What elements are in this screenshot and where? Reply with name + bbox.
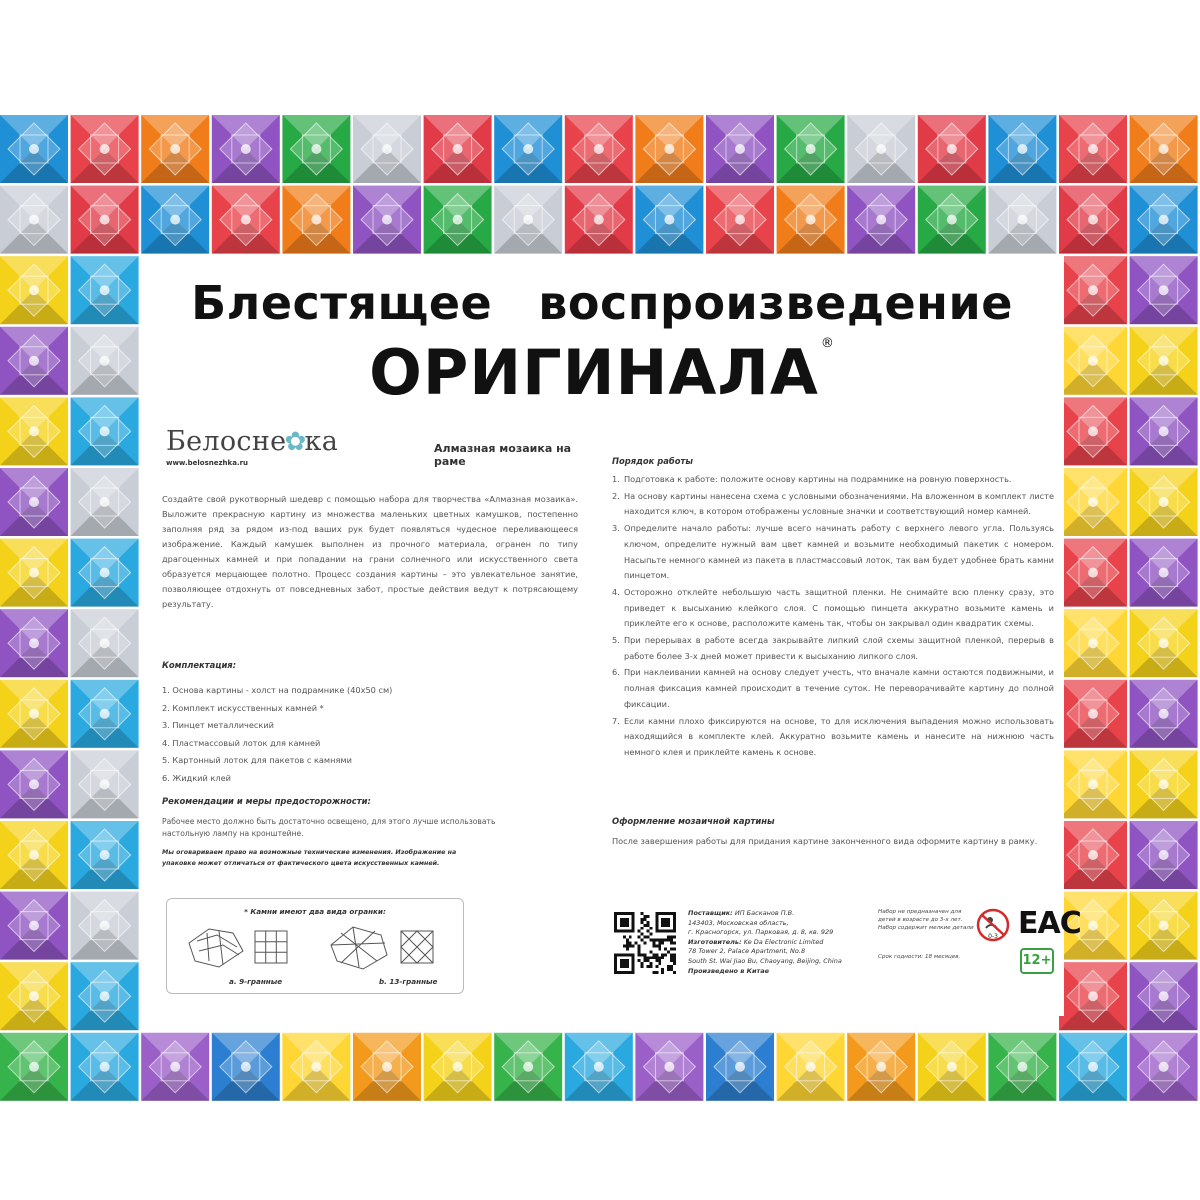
gem-tile — [0, 539, 68, 607]
design-text: После завершения работы для придания картине законченного вида оформите картину в рамку. — [612, 836, 1038, 846]
gem-tile — [0, 821, 68, 889]
gem-tile — [918, 1033, 986, 1101]
recommendations-title: Рекомендации и меры предосторожности: — [162, 796, 371, 806]
gem-tile — [1130, 750, 1198, 818]
gem-tile — [1130, 1033, 1198, 1101]
gem-tile — [494, 1033, 562, 1101]
gem-tile — [71, 750, 139, 818]
gem-tile — [1059, 186, 1127, 254]
list-item: 4. Пластмассовый лоток для камней — [162, 737, 321, 748]
gem-tile — [1059, 750, 1127, 818]
gem-tile — [71, 680, 139, 748]
gem-tile — [0, 397, 68, 465]
gem-tile — [1059, 468, 1127, 536]
gem-tile — [1130, 680, 1198, 748]
cut-types-box — [166, 898, 464, 994]
gem-tile — [847, 1033, 915, 1101]
gem-tile — [494, 115, 562, 183]
list-item: 1. Основа картины - холст на подрамнике (40х50 см) — [162, 685, 393, 695]
design-title: Оформление мозаичной картины — [612, 816, 775, 826]
list-item: 3. Определите начало работы: лучше всего начинать работу с верхнего левого угла. Пользуясь ключом, определите нужный вам цвет камней и возьмите необходимый пакетик с номером. Насыпьте немного камней из пакета в пластмассовый лоток, так вам будет удобнее брать камни пинцетом. — [612, 523, 1054, 581]
gem-tile — [282, 186, 350, 254]
gem-tile — [0, 115, 68, 183]
steps-list — [612, 472, 1054, 762]
qr-code-icon — [614, 912, 676, 974]
product-type: Алмазная мозаика на раме — [434, 442, 572, 468]
not-for-children-icon — [976, 908, 1010, 942]
headline-line-2 — [140, 336, 1064, 409]
gem-tile — [353, 186, 421, 254]
gem-tile — [847, 115, 915, 183]
gem-tile — [1059, 609, 1127, 677]
snowflake-flower-icon: ✿ — [284, 427, 307, 457]
order-title: Порядок работы — [612, 456, 693, 466]
gem-tile — [1130, 821, 1198, 889]
gem-tile — [141, 115, 209, 183]
gem-tile — [1130, 962, 1198, 1030]
intro-text: Создайте свой рукотворный шедевр с помощью набора для творчества «Алмазная мозаика». Выложите прекрасную картину из множества маленьких цветных камушков, постепенно заполняя ряд за рядом из-под ваших рук будет появляться чудесное переливающееся изображение. Каждый камушек выполнен из прочного материала, огранен по типу драгоценных камней и при попадании на грани солнечного или искусственного света образуется мерцающее полотно. Процесс создания картины – это увлекательное занятие, позволяющее отдохнуть от повседневных забот, простые действия ведут к потрясающему результату. — [162, 494, 578, 609]
gem-tile — [1059, 539, 1127, 607]
gem-tile — [1130, 115, 1198, 183]
gem-tile — [918, 115, 986, 183]
gem-tile — [1130, 397, 1198, 465]
cut-types-title: * Камни имеют два вида огранки: — [244, 907, 386, 916]
disclaimer-note: Мы оговариваем право на возможные технические изменения. Изображение на упаковке может отличаться от фактического цвета искусственных камней. — [162, 849, 457, 867]
list-item: 7. Если камни плохо фиксируются на основе, то для исключения выпадения можно использовать находящийся в комплекте клей. Аккуратно возьмите камень и нанесите на нижнюю часть немного клея и приклейте камень к основе. — [612, 715, 1054, 757]
gem-tile — [353, 115, 421, 183]
gem-tile — [847, 186, 915, 254]
gem-tile — [1059, 115, 1127, 183]
contents-title: Комплектация: — [162, 660, 237, 670]
list-item: 3. Пинцет металлический — [162, 720, 274, 730]
no-kids-age-label: 0-3 — [988, 933, 998, 940]
gem-tile — [706, 186, 774, 254]
gem-tile — [0, 962, 68, 1030]
list-item: 1. Подготовка к работе: положите основу картины на подрамнике на ровную поверхность. — [612, 474, 1012, 484]
gem-tile — [282, 115, 350, 183]
gem-tile — [1130, 186, 1198, 254]
headline-original: ОРИГИНАЛА — [369, 336, 819, 409]
gem-tile — [71, 609, 139, 677]
gem-tile — [141, 1033, 209, 1101]
nine-facet-gem-icon — [185, 921, 295, 971]
gem-tile — [212, 186, 280, 254]
gem-tile — [0, 750, 68, 818]
gem-tile — [1130, 539, 1198, 607]
gem-tile — [565, 186, 633, 254]
list-item: 5. Картонный лоток для пакетов с камнями — [162, 755, 352, 765]
gem-tile — [0, 609, 68, 677]
list-item: 2. Комплект искусственных камней * — [162, 702, 324, 713]
headline-line-1 — [140, 276, 1064, 330]
gem-tile — [71, 892, 139, 960]
gem-tile — [282, 1033, 350, 1101]
gem-tile — [1059, 256, 1127, 324]
gem-tile — [1130, 327, 1198, 395]
gem-tile — [1059, 1033, 1127, 1101]
gem-tile — [71, 962, 139, 1030]
gem-tile — [1130, 609, 1198, 677]
gem-tile — [0, 327, 68, 395]
content-panel — [140, 256, 1081, 1016]
supplier-info: Поставщик: ИП Басканов П.В. 143403, Московская область, г. Красногорск, ул. Парковая, д. 8, кв. 929 Изготовитель: Ke Da Electronic Limited 78 Tower 2, Palace Apartment, No.8 South St. Wai Jiao Bu, Chaoyang, Beijing, China Произведено в Китае — [688, 909, 842, 975]
brand-name-part2: ка — [304, 426, 339, 457]
brand-url: www.belosnezhka.ru — [166, 459, 249, 467]
gem-tile — [988, 115, 1056, 183]
gem-tile — [71, 821, 139, 889]
thirteen-facet-gem-icon — [327, 921, 447, 971]
gem-tile — [635, 186, 703, 254]
gem-tile — [1130, 892, 1198, 960]
gem-tile — [1059, 821, 1127, 889]
gem-tile — [0, 186, 68, 254]
contents-list — [162, 682, 392, 787]
headline-word-2: воспроизведение — [538, 276, 1013, 330]
gem-tile — [635, 1033, 703, 1101]
recommendations-text: Рабочее место должно быть достаточно освещено, для этого лучше использовать настольную лампу на кронштейне. — [162, 817, 496, 838]
gem-tile — [71, 115, 139, 183]
gem-tile — [0, 892, 68, 960]
gem-tile — [777, 186, 845, 254]
cut-label-a: a. 9-гранные — [229, 977, 283, 986]
gem-tile — [988, 1033, 1056, 1101]
gem-tile — [71, 539, 139, 607]
gem-tile — [0, 1033, 68, 1101]
small-parts-warning: Набор не предназначен для детей в возрасте до 3-х лет. Набор содержит мелкие детали — [878, 909, 974, 931]
gem-tile — [71, 327, 139, 395]
gem-tile — [424, 115, 492, 183]
registered-mark: ® — [820, 336, 835, 351]
gem-tile — [777, 1033, 845, 1101]
gem-tile — [424, 1033, 492, 1101]
gem-tile — [706, 1033, 774, 1101]
gem-tile — [494, 186, 562, 254]
gem-tile — [988, 186, 1056, 254]
age-rating-badge: 12+ — [1020, 948, 1054, 974]
gem-tile — [424, 186, 492, 254]
shelf-life: Срок годности: 18 месяцев. — [878, 954, 961, 960]
gem-tile — [565, 1033, 633, 1101]
eac-mark: EAC — [1018, 906, 1081, 941]
brand-name-part1: Белосне — [166, 426, 287, 457]
list-item: 2. На основу картины нанесена схема с условными обозначениями. На вложенном в комплект листе находится ключ, в котором отображены условные значки и соответствующий номер камней. — [612, 490, 1054, 517]
gem-tile — [71, 397, 139, 465]
gem-tile — [71, 468, 139, 536]
gem-tile — [1059, 962, 1127, 1030]
gem-tile — [635, 115, 703, 183]
brand-logo — [166, 426, 396, 467]
gem-tile — [141, 186, 209, 254]
gem-tile — [1059, 680, 1127, 748]
headline-word-1: Блестящее — [191, 276, 493, 330]
gem-tile — [565, 115, 633, 183]
list-item: 4. Осторожно отклейте небольшую часть защитной пленки. Не снимайте всю пленку сразу, это приведет к высыханию клейкого слоя. С помощью пинцета аккуратно возьмите камень и приклейте его к основе, расположите камень так, чтобы он закрывал один квадратик схемы. — [612, 586, 1054, 629]
gem-tile — [1130, 256, 1198, 324]
gem-tile — [918, 186, 986, 254]
gem-tile — [71, 1033, 139, 1101]
gem-tile — [1059, 327, 1127, 395]
gem-tile — [212, 115, 280, 183]
list-item: 5. При перерывах в работе всегда закрывайте липкий слой схемы защитной пленкой, перерыв в работе более 3-х дней может привести к высыханию липкого слоя. — [612, 635, 1054, 661]
gem-tile — [212, 1033, 280, 1101]
cut-label-b: b. 13-гранные — [379, 977, 438, 986]
gem-tile — [0, 256, 68, 324]
gem-tile — [1059, 397, 1127, 465]
gem-tile — [0, 468, 68, 536]
gem-tile — [706, 115, 774, 183]
gem-tile — [1130, 468, 1198, 536]
gem-tile — [71, 186, 139, 254]
gem-tile — [353, 1033, 421, 1101]
gem-tile — [0, 680, 68, 748]
gem-tile — [71, 256, 139, 324]
gem-tile — [777, 115, 845, 183]
list-item: 6. Жидкий клей — [162, 772, 231, 783]
list-item: 6. При наклеивании камней на основу следует учесть, что вначале камни остаются подвижными, и полная фиксация камней происходит в течение суток. Не переворачивайте картину до полной фиксации. — [612, 667, 1054, 709]
